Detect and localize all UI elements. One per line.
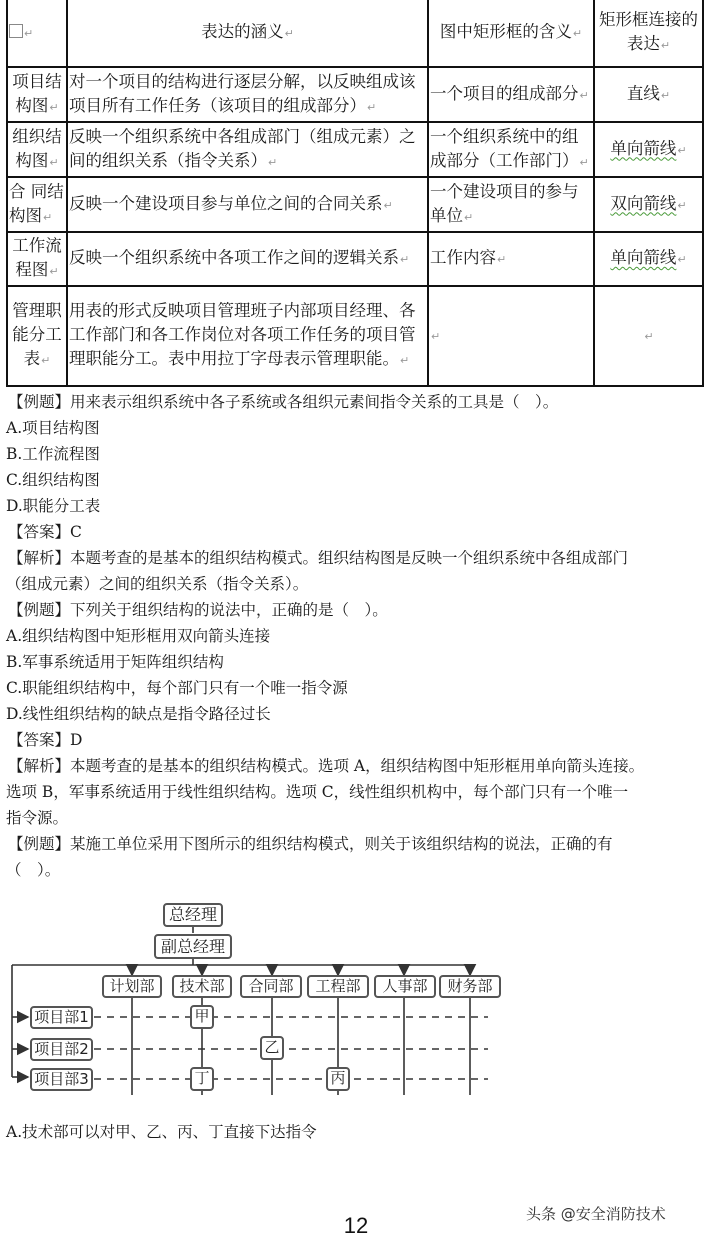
row-link-cell: 单向箭线↵ [594,122,703,177]
q1-option-d: D.职能分工表 [6,497,101,515]
header-cell-box: 图中矩形框的含义↵ [428,0,594,67]
q2-option-a: A.组织结构图中矩形框用双向箭头连接 [6,627,271,645]
row-link-cell: 双向箭线↵ [594,177,703,232]
q2-option-c: C.职能组织结构中，每个部门只有一个唯一指令源 [6,679,348,697]
q1-option-b: B.工作流程图 [6,445,100,463]
q2-option-d: D.线性组织结构的缺点是指令路径过长 [6,705,271,723]
row-box-cell: 工作内容↵ [428,232,594,286]
header-cell-meaning: 表达的涵义↵ [67,0,428,67]
node-yi: 乙 [260,1036,284,1060]
dept-finance-box: 财务部 [439,975,501,998]
q1-stem: 【例题】用来表示组织系统中各子系统或各组织元素间指令关系的工具是（ ）。 [8,393,559,411]
matrix-org-diagram [0,895,520,1095]
dept-hr-box: 人事部 [374,975,436,998]
general-manager-box: 总经理 [163,903,223,927]
q3-option-a: A.技术部可以对甲、乙、丙、丁直接下达指令 [6,1123,317,1141]
row-box-cell: ↵ [428,286,594,386]
watermark: 头条 @安全消防技术 [526,1205,666,1223]
q2-analysis-line2: 选项 B，军事系统适用于线性组织结构。选项 C，线性组织机构中，每个部门只有一个唯一 [6,783,629,801]
q3-stem-line1: 【例题】某施工单位采用下图所示的组织结构模式，则关于该组织结构的说法，正确的有 [8,835,613,853]
dept-planning-box: 计划部 [102,975,162,998]
row-name-cell: 管理职能分工表↵ [7,286,67,386]
header-cell-link: 矩形框连接的表达↵ [594,0,703,67]
q1-analysis-line1: 【解析】本题考查的是基本的组织结构模式。组织结构图是反映一个组织系统中各组成部门 [8,549,629,567]
q1-option-c: C.组织结构图 [6,471,100,489]
q2-option-b: B.军事系统适用于矩阵组织结构 [6,653,224,671]
dept-engineering-box: 工程部 [307,975,369,998]
placeholder-box-icon [9,24,23,38]
table-row [7,122,703,177]
q2-answer: 【答案】D [8,731,83,749]
row-meaning-cell: 用表的形式反映项目管理班子内部项目经理、各工作部门和各工作岗位对各项工作任务的项目管理职能分工。表中用拉丁字母表示管理职能。↵ [67,286,428,386]
row-name-cell: 组织结构图↵ [7,122,67,177]
table-row [7,286,703,386]
row-meaning-cell: 反映一个组织系统中各组成部门（组成元素）之间的组织关系（指令关系）↵ [67,122,428,177]
header-cell-corner: ↵ [7,0,67,67]
q1-answer: 【答案】C [8,523,82,541]
row-meaning-cell: 反映一个建设项目参与单位之间的合同关系↵ [67,177,428,232]
deputy-manager-box: 副总经理 [154,934,232,959]
project-dept-1-box: 项目部1 [30,1006,93,1029]
q2-stem: 【例题】下列关于组织结构的说法中，正确的是（ ）。 [8,601,388,619]
row-meaning-cell: 对一个项目的结构进行逐层分解，以反映组成该项目所有工作任务（该项目的组成部分）↵ [67,67,428,122]
row-name-cell: 合 同结构图↵ [7,177,67,232]
table-row [7,177,703,232]
row-name-cell: 项目结构图↵ [7,67,67,122]
row-box-cell: 一个项目的组成部分↵ [428,67,594,122]
project-dept-3-box: 项目部3 [30,1068,93,1091]
node-bing: 丙 [326,1067,350,1091]
page-number: 12 [343,1213,369,1238]
q1-analysis-line2: （组成元素）之间的组织关系（指令关系）。 [6,575,309,593]
q1-option-a: A.项目结构图 [6,419,100,437]
row-link-cell: 单向箭线↵ [594,232,703,286]
project-dept-2-box: 项目部2 [30,1038,93,1061]
row-link-cell: ↵ [594,286,703,386]
row-box-cell: 一个建设项目的参与单位↵ [428,177,594,232]
table-row [7,232,703,286]
row-box-cell: 一个组织系统中的组成部分（工作部门）↵ [428,122,594,177]
dept-technical-box: 技术部 [172,975,232,998]
node-jia: 甲 [190,1005,214,1029]
q2-analysis-line1: 【解析】本题考查的是基本的组织结构模式。选项 A，组织结构图中矩形框用单向箭头连接。 [8,757,645,775]
dept-contract-box: 合同部 [240,975,302,998]
comparison-table [6,0,704,387]
row-name-cell: 工作流程图↵ [7,232,67,286]
row-link-cell: 直线↵ [594,67,703,122]
table-header-row [7,0,703,67]
q2-analysis-line3: 指令源。 [6,809,69,827]
row-meaning-cell: 反映一个组织系统中各项工作之间的逻辑关系↵ [67,232,428,286]
table-row [7,67,703,122]
q3-stem-line2: （ ）。 [6,861,61,879]
node-ding: 丁 [190,1067,214,1091]
